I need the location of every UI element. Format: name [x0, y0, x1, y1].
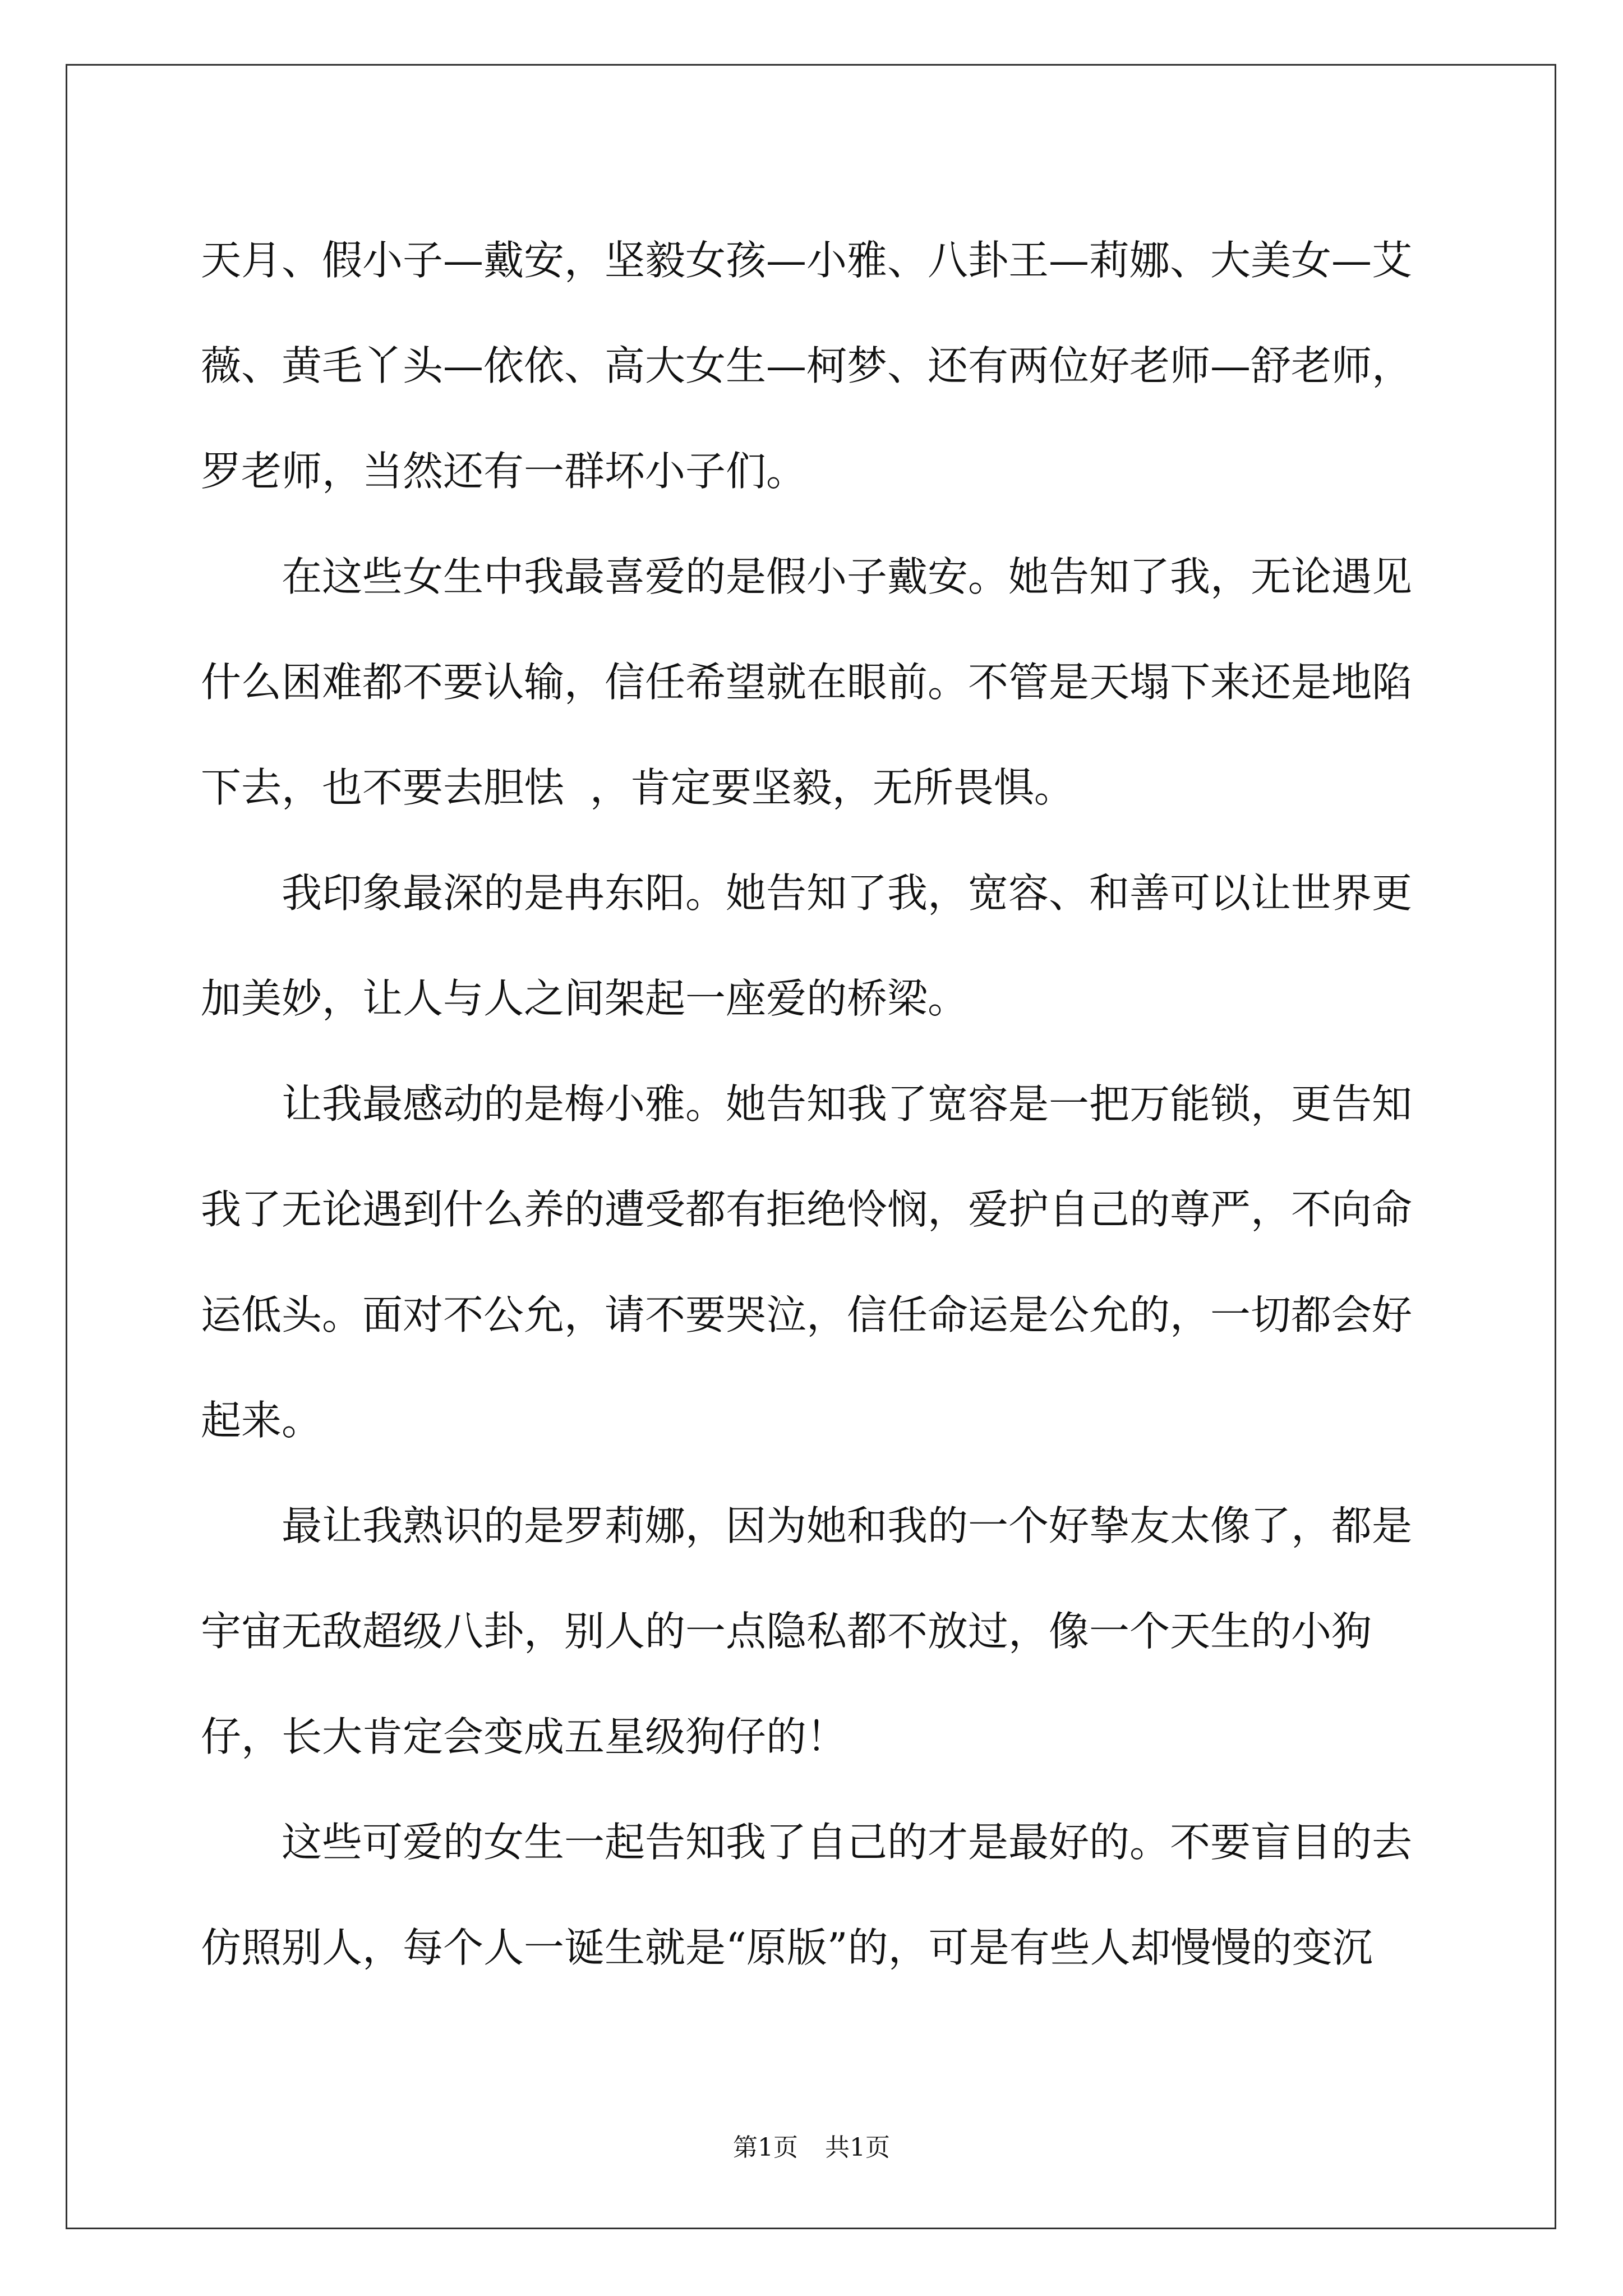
page-total: 共1页: [825, 2133, 890, 2162]
paragraph-5: 最让我熟识的是罗莉娜，因为她和我的一个好挚友太像了，都是宇宙无敌超级八卦，别人的一点隐私都不放过，像一个天生的小狗仔，长大肯定会变成五星级狗仔的！: [201, 1502, 1413, 1760]
paragraph-4: 让我最感动的是梅小雅。她告知我了宽容是一把万能锁，更告知我了无论遇到什么养的遭受都有拒绝怜悯，爱护自己的尊严，不向命运低头。面对不公允，请不要哭泣，信任命运是公允的，一切都会好起来。: [201, 1080, 1413, 1444]
page-number: 第1页: [733, 2133, 798, 2162]
paragraph-1: 天月、假小子—戴安，坚毅女孩—小雅、八卦王—莉娜、大美女—艾薇、黄毛丫头—依依、高大女生—柯梦、还有两位好老师—舒老师，罗老师，当然还有一群坏小子们。: [201, 237, 1413, 495]
paragraph-2: 在这些女生中我最喜爱的是假小子戴安。她告知了我，无论遇见什么困难都不要认输，信任希望就在眼前。不管是天塌下来还是地陷下去，也不要去胆怯 ，肯定要坚毅，无所畏惧。: [201, 553, 1413, 811]
document-body: [201, 208, 1435, 2000]
page-footer: [0, 2127, 1623, 2163]
paragraph-6: 这些可爱的女生一起告知我了自己的才是最好的。不要盲目的去仿照别人，每个人一诞生就是“原版”的，可是有些人却慢慢的变沉: [201, 1819, 1413, 1971]
paragraph-3: 我印象最深的是冉东阳。她告知了我，宽容、和善可以让世界更加美妙，让人与人之间架起一座爱的桥梁。: [201, 869, 1413, 1022]
